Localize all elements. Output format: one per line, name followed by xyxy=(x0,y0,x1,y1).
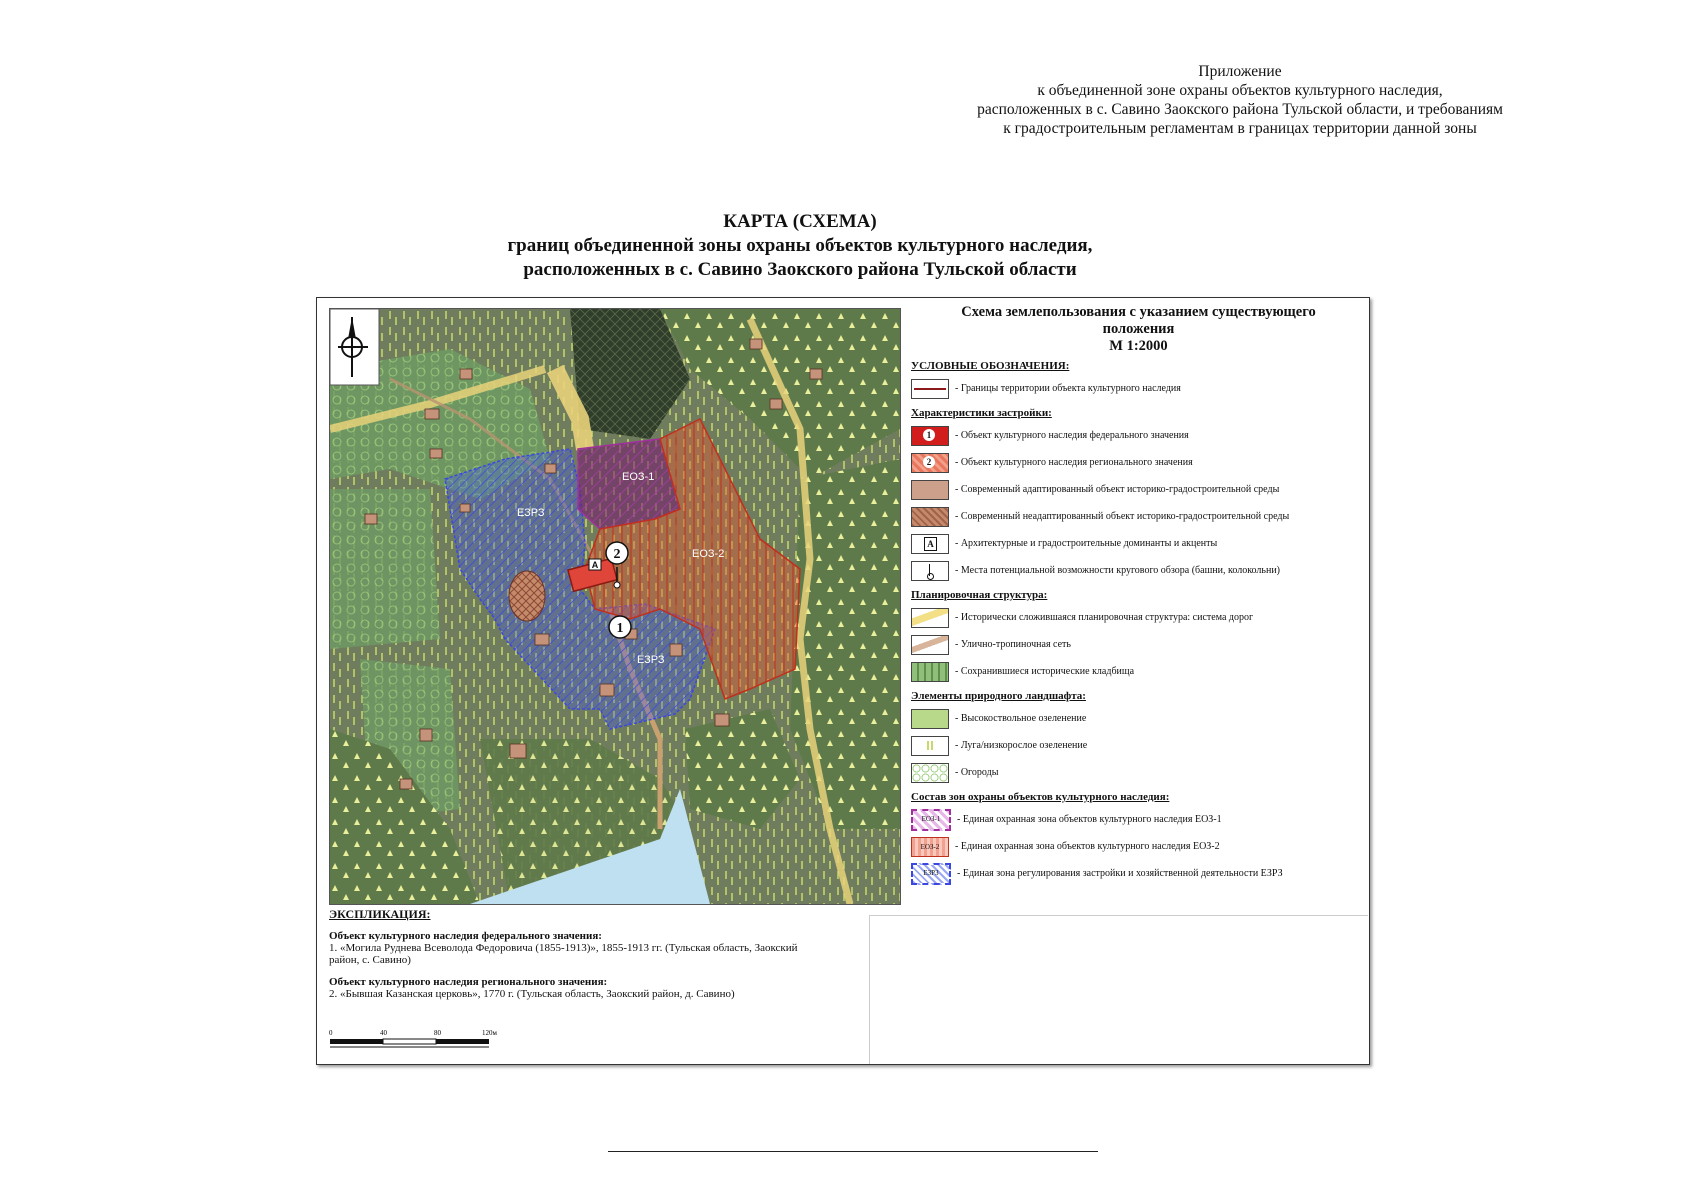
appendix-line-2: к объединенной зоне охраны объектов культурного наследия, xyxy=(1037,82,1443,99)
legend-label-adapted: - Современный адаптированный объект историко-градостроительной среды xyxy=(955,484,1280,495)
meadow-swatch xyxy=(911,736,949,756)
legend-item-federal xyxy=(911,422,1366,449)
scale-tick-0: 0 xyxy=(329,1029,333,1037)
appendix-line-4: к градостроительным регламентам в границах территории данной зоны xyxy=(1003,120,1477,137)
scale-segment-1 xyxy=(330,1039,383,1044)
legend-label-dominants: - Архитектурные и градостроительные доминанты и акценты xyxy=(955,538,1218,549)
explication-federal-text: 1. «Могила Руднева Всеволода Федоровича (1855-1913)», 1855-1913 гг. (Тульская область, Заокский район, с. Савино) xyxy=(329,942,798,966)
garden-swatch xyxy=(911,763,949,783)
legend-item-meadow xyxy=(911,732,1366,759)
legend-item-eoz2 xyxy=(911,833,1366,860)
dominant-swatch-letter: А xyxy=(924,537,937,551)
regional-object-swatch xyxy=(911,453,949,473)
eoz2-swatch xyxy=(911,837,949,857)
scale-segment-3 xyxy=(436,1039,489,1044)
federal-object-swatch xyxy=(911,426,949,446)
map-canvas xyxy=(330,309,900,904)
paths-swatch xyxy=(911,635,949,655)
legend-item-gardens xyxy=(911,759,1366,786)
legend-item-nonadapted xyxy=(911,503,1366,530)
marker-regional-number: 2 xyxy=(613,547,621,562)
title-line-1: КАРТА (СХЕМА) xyxy=(723,211,877,232)
roads-swatch xyxy=(911,608,949,628)
legend-label-ezrz: - Единая зона регулирования застройки и хозяйственной деятельности ЕЗРЗ xyxy=(957,868,1283,879)
legend-title-line-1: Схема землепользования с указанием существующего xyxy=(961,304,1316,320)
legend-label-viewpoints: - Места потенциальной возможности кругового обзора (башни, колокольни) xyxy=(955,565,1280,576)
appendix-line-3: расположенных в с. Савино Заокского района Тульской области, и требованиям xyxy=(977,101,1503,118)
scale-segment-2 xyxy=(383,1039,436,1044)
adapted-swatch xyxy=(911,480,949,500)
north-arrow xyxy=(330,309,379,385)
label-eoz1: ЕОЗ-1 xyxy=(622,471,655,483)
legend-label-boundary: - Границы территории объекта культурного наследия xyxy=(955,383,1181,394)
dominant-swatch xyxy=(911,534,949,554)
title-line-3: расположенных в с. Савино Заокского района Тульской области xyxy=(523,259,1077,280)
legend-label-eoz2: - Единая охранная зона объектов культурного наследия ЕОЗ-2 xyxy=(955,841,1220,852)
legend-label-cemeteries: - Сохранившиеся исторические кладбища xyxy=(955,666,1135,677)
ezrz-swatch-label: ЕЗРЗ xyxy=(923,868,939,877)
ezrz-swatch xyxy=(911,863,951,885)
legend-section-buildings: Характеристики застройки: xyxy=(911,407,1052,419)
nonadapted-building xyxy=(509,571,545,621)
scale-bar-graphic xyxy=(329,1026,499,1056)
garden-area-w xyxy=(330,489,440,649)
explication-heading: ЭКСПЛИКАЦИЯ: xyxy=(329,907,431,921)
legend-label-federal: - Объект культурного наследия федерального значения xyxy=(955,430,1189,441)
legend-item-tall-green xyxy=(911,705,1366,732)
map-sheet xyxy=(316,297,1370,1065)
legend-label-paths: - Улично-тропиночная сеть xyxy=(955,639,1071,650)
marker-dominant-letter: А xyxy=(591,560,599,570)
legend-item-ezrz xyxy=(911,860,1366,887)
label-ezrz-bottom: ЕЗРЗ xyxy=(637,654,665,666)
explication-regional-heading: Объект культурного наследия регионального значения: xyxy=(329,976,608,988)
regional-swatch-number: 2 xyxy=(923,456,935,468)
federal-swatch-number: 1 xyxy=(923,429,935,441)
scale-tick-40: 40 xyxy=(380,1029,387,1037)
cemetery-swatch xyxy=(911,662,949,682)
legend-item-cemeteries xyxy=(911,658,1366,685)
eoz1-swatch-label: ЕОЗ-1 xyxy=(921,814,941,823)
explication xyxy=(329,908,809,1010)
boundary-swatch xyxy=(911,379,949,399)
legend-item-eoz1 xyxy=(911,806,1366,833)
legend-item-adapted xyxy=(911,476,1366,503)
legend-label-regional: - Объект культурного наследия регионального значения xyxy=(955,457,1193,468)
appendix-line-1: Приложение xyxy=(1198,63,1282,80)
tall-green-swatch xyxy=(911,709,949,729)
empty-panel xyxy=(869,915,1368,1064)
legend-item-regional xyxy=(911,449,1366,476)
title-line-2: границ объединенной зоны охраны объектов культурного наследия, xyxy=(507,235,1093,256)
legend-section-landscape: Элементы природного ландшафта: xyxy=(911,690,1086,702)
legend-title xyxy=(911,304,1366,355)
legend-label-roads: - Исторически сложившаяся планировочная структура: система дорог xyxy=(955,612,1254,623)
legend-item-boundary xyxy=(911,375,1366,402)
label-eoz2: ЕОЗ-2 xyxy=(692,548,725,560)
legend-item-viewpoints xyxy=(911,557,1366,584)
legend-item-roads xyxy=(911,604,1366,631)
legend-item-dominants xyxy=(911,530,1366,557)
legend-title-line-2: положения xyxy=(1102,321,1175,337)
legend-label-tall-green: - Высокоствольное озеленение xyxy=(955,713,1087,724)
legend-item-paths xyxy=(911,631,1366,658)
document-title xyxy=(300,210,1300,282)
eoz1-swatch xyxy=(911,809,951,831)
scale-bar xyxy=(329,1026,499,1056)
legend-section-zones: Состав зон охраны объектов культурного наследия: xyxy=(911,791,1170,803)
explication-regional-text: 2. «Бывшая Казанская церковь», 1770 г. (Тульская область, Заокский район, д. Савино) xyxy=(329,988,735,1000)
legend-section-conventional: УСЛОВНЫЕ ОБОЗНАЧЕНИЯ: xyxy=(911,360,1070,372)
label-ezrz-top: ЕЗРЗ xyxy=(517,507,545,519)
map-image xyxy=(329,308,901,905)
viewpoint-swatch xyxy=(911,561,949,581)
signature-line xyxy=(608,1151,1098,1152)
legend-section-planning: Планировочная структура: xyxy=(911,589,1048,601)
legend-label-nonadapted: - Современный неадаптированный объект историко-градостроительной среды xyxy=(955,511,1290,522)
explication-federal-heading: Объект культурного наследия федерального значения: xyxy=(329,930,602,942)
nonadapted-swatch xyxy=(911,507,949,527)
legend-label-eoz1: - Единая охранная зона объектов культурного наследия ЕОЗ-1 xyxy=(957,814,1222,825)
legend-label-gardens: - Огороды xyxy=(955,767,999,778)
marker-federal-number: 1 xyxy=(616,621,624,636)
legend-scale: М 1:2000 xyxy=(1109,338,1168,354)
eoz2-swatch-label: ЕОЗ-2 xyxy=(920,842,940,851)
map-legend xyxy=(911,304,1366,887)
scale-tick-80: 80 xyxy=(434,1029,441,1037)
scale-tick-120: 120м xyxy=(482,1029,497,1037)
appendix-header xyxy=(880,62,1600,138)
legend-label-meadow: - Луга/низкорослое озеленение xyxy=(955,740,1088,751)
